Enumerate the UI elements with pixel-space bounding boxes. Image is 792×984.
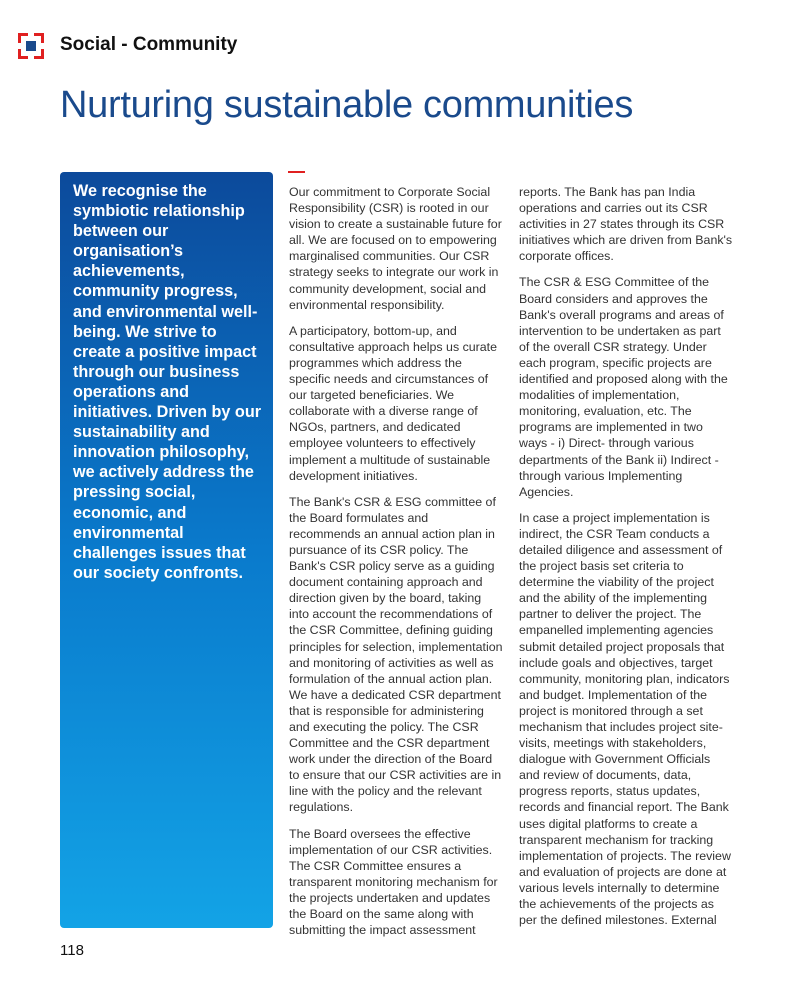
page-number: 118	[60, 942, 84, 959]
callout-text: We recognise the symbiotic relationship between our organisation’s achievements, community progress, and environmental well-being. We strive to create a positive impact through our business operations and initiatives. Driven by our sustainability and innovation philosophy, we actively address the pressing social, economic, and environmental challenges issues that our society confronts.	[73, 182, 262, 582]
section-title: Social - Community	[60, 34, 238, 55]
paragraph: The Bank's CSR & ESG committee of the Board formulates and recommends an annual action plan in pursuance of its CSR policy. The Bank's CSR policy serve as a guiding document containing approach and direction given by the board, taking into account the recommendations of the CSR Committee, defining guiding principles for selection, implementation and monitoring of activities as well as formulation of the annual action plan. We have a dedicated CSR department that is responsible for administering and executing the policy. The CSR Committee and the CSR department work under the direction of the Board to ensure that our CSR activities are in line with the policy and the relevant regulations.	[289, 494, 503, 815]
callout-box	[60, 172, 273, 928]
paragraph: A participatory, bottom-up, and consultative approach helps us curate programmes which address the specific needs and circumstances of our targeted beneficiaries. We collaborate with a diverse range of NGOs, partners, and dedicated employee volunteers to effectively implement a multitude of sustainable development initiatives.	[289, 323, 498, 483]
paragraph: The Board oversees the effective implementation of our CSR activities. The CSR Committee ensures a transparent monitoring mechanism for the projects undertaken and updates the Board on the same along with submitting the impact assessment	[289, 826, 498, 938]
bank-logo-icon	[18, 33, 44, 59]
paragraph: In case a project implementation is indirect, the CSR Team conducts a detailed diligence and assessment of the project basis set criteria to determine the viability of the project and the ability of the implementing partner to deliver the project. The empanelled implementing agencies submit detailed project proposals that include goals and objectives, target community, monitoring plan, indicators and budget. Implementation of the project is monitored through a set mechanism that includes project site-visits, meetings with stakeholders, dialogue with Government Officials and review of documents, data, progress reports, status updates, records and financial report. The Bank uses digital platforms to create a transparent mechanism for tracking implementation of projects. The review and evaluation of projects are done at various levels internally to determine the achievements of the projects as per the defined milestones. External	[519, 510, 731, 928]
accent-divider	[288, 171, 305, 173]
paragraph: Our commitment to Corporate Social Responsibility (CSR) is rooted in our vision to create a sustainable future for all. We are focused on to empowering marginalised communities. Our CSR strategy seeks to integrate our work in community development, social and environmental responsibility.	[289, 185, 502, 312]
paragraph: The CSR & ESG Committee of the Board considers and approves the Bank's overall programs and areas of intervention to be undertaken as part of the overall CSR strategy. Under each program, specific projects are identified and proposed along with the modalities of implementation, monitoring, evaluation, etc. The programs are implemented in two ways - i) Direct- through various departments of the Bank ii) Indirect - through various Implementing Agencies.	[519, 275, 728, 499]
body-column-1	[289, 184, 503, 948]
paragraph: reports. The Bank has pan India operations and carries out its CSR activities in 27 states through its CSR initiatives which are driven from Bank's corporate offices.	[519, 185, 733, 264]
page-title: Nurturing sustainable communities	[60, 84, 634, 126]
body-column-2	[519, 184, 733, 938]
